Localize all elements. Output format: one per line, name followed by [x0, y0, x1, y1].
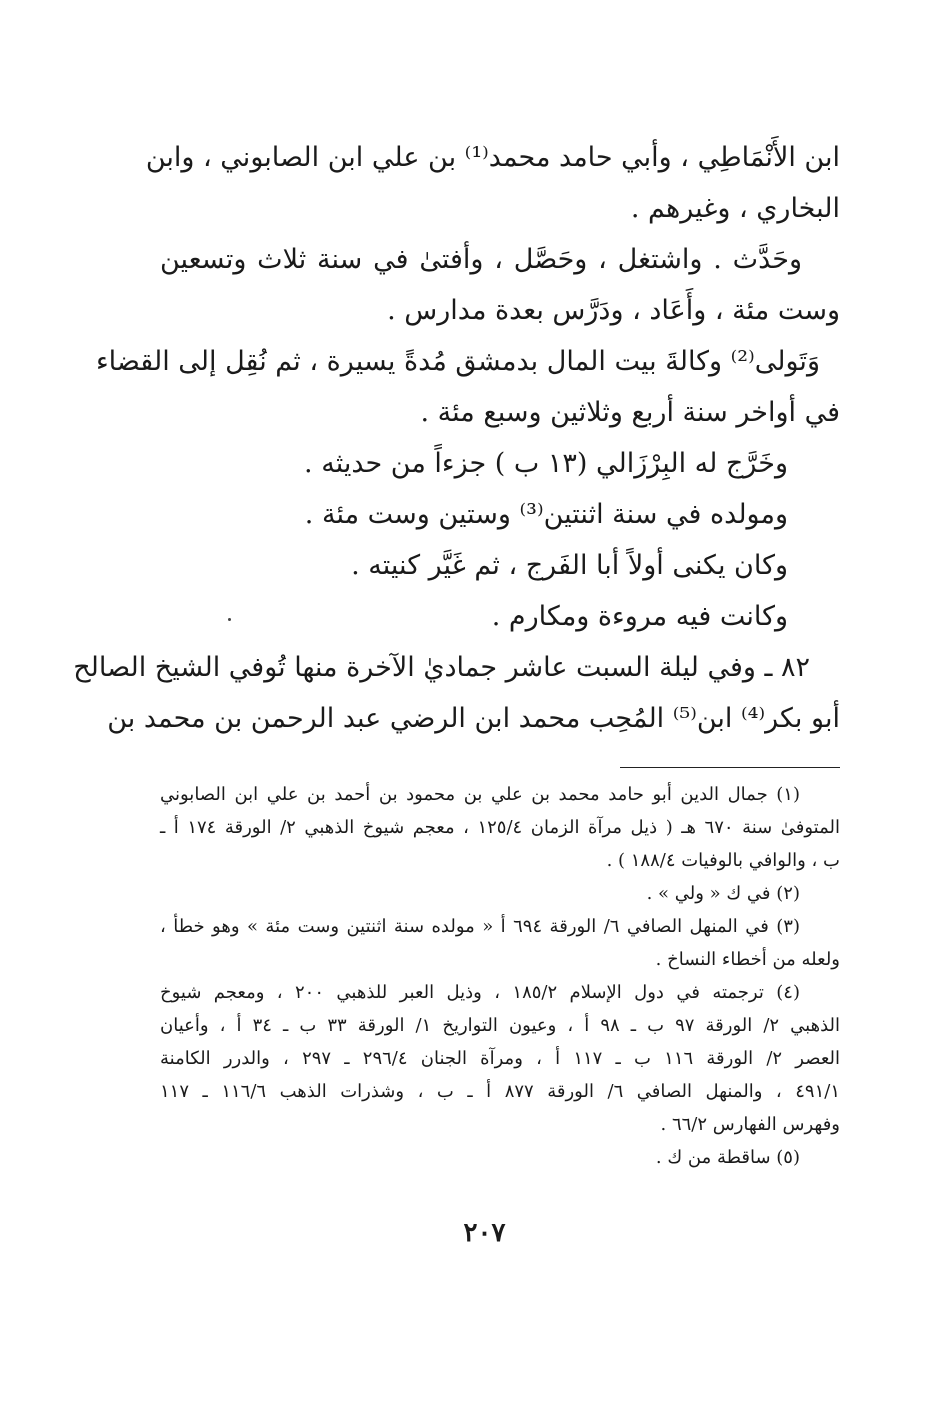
main-line: وَتَولى⁽²⁾ وكالةَ بيت المال بدمشق مُدةً يسيرة ، ثم نُقِل إلى القضاء	[95, 346, 820, 377]
main-line: في أواخر سنة أربع وثلاثين وسبع مئة .	[420, 397, 840, 428]
footnotes	[160, 778, 840, 1174]
footnote-line: وفهرس الفهارس ٦٦/٢ .	[660, 1114, 840, 1135]
footnote-line: المتوفىٰ سنة ٦٧٠ هـ ( ذيل مرآة الزمان ١٢٥/٤ ، معجم شيوخ الذهبي ٢/ الورقة ١٧٤ أ ـ	[160, 817, 840, 838]
footnote-line: العصر ٢/ الورقة ١١٦ ب ـ ١١٧ أ ، ومرآة الجنان ٢٩٦/٤ ـ ٢٩٧ ، والدرر الكامنة	[160, 1048, 840, 1069]
main-line: وست مئة ، وأَعَاد ، ودَرَّس بعدة مدارس .	[387, 295, 840, 326]
main-line: ابن الأَنْمَاطِي ، وأبي حامد محمد⁽¹⁾ بن علي ابن الصابوني ، وابن	[145, 142, 840, 173]
main-line: وخَرَّج له البِرْزَالي (١٣ ب ) جزءاً من حديثه .	[304, 448, 788, 479]
main-line: أبو بكر⁽⁴⁾ ابن⁽⁵⁾ المُحِب محمد ابن الرضي عبد الرحمن بن محمد بن	[107, 703, 840, 734]
main-text	[73, 132, 840, 744]
footnote-line: (٤) ترجمته في دول الإسلام ١٨٥/٢ ، وذيل العبر للذهبي ٢٠٠ ، ومعجم شيوخ	[160, 982, 800, 1003]
main-line: ٨٢ ـ وفي ليلة السبت عاشر جماديٰ الآخرة منها تُوفي الشيخ الصالح	[73, 652, 810, 683]
footnote-line: الذهبي ٢/ الورقة ٩٧ ب ـ ٩٨ أ ، وعيون التواريخ ١/ الورقة ٣٣ ب ـ ٣٤ أ ، وأعيان	[160, 1015, 841, 1036]
footnote-separator	[620, 767, 840, 768]
footnote-line: (٣) في المنهل الصافي ٦/ الورقة ٦٩٤ أ « مولده سنة اثنتين وست مئة » وهو خطأ ،	[160, 916, 800, 937]
main-line: ومولده في سنة اثنتين⁽³⁾ وستين وست مئة .	[304, 499, 788, 530]
page-number: ٢٠٧	[463, 1218, 506, 1248]
main-line: البخاري ، وغيرهم .	[630, 193, 840, 224]
footnote-line: ولعله من أخطاء النساخ .	[655, 949, 840, 970]
main-line: وكانت فيه مروءة ومكارم .	[491, 601, 788, 632]
footnote-line: (٢) في ك « ولي » .	[646, 883, 800, 904]
footnote-line: (٥) ساقطة من ك .	[655, 1147, 800, 1168]
footnote-line: (١) جمال الدين أبو حامد محمد بن علي بن محمود بن أحمد بن علي ابن الصابوني	[160, 784, 800, 805]
main-line: وحَدَّث . واشتغل ، وحَصَّل ، وأفتىٰ في سنة ثلاث وتسعين	[160, 244, 802, 275]
footnote-line: ٤٩١/١ ، والمنهل الصافي ٦/ الورقة ٨٧٧ أ ـ ب ، وشذرات الذهب ١١٦/٦ ـ ١١٧	[160, 1081, 840, 1102]
main-line: وكان يكنى أولاً أبا الفَرج ، ثم غَيَّر كنيته .	[351, 550, 788, 581]
ink-speck	[228, 618, 231, 621]
footnote-line: ب ، والوافي بالوفيات ١٨٨/٤ ) .	[606, 850, 840, 871]
